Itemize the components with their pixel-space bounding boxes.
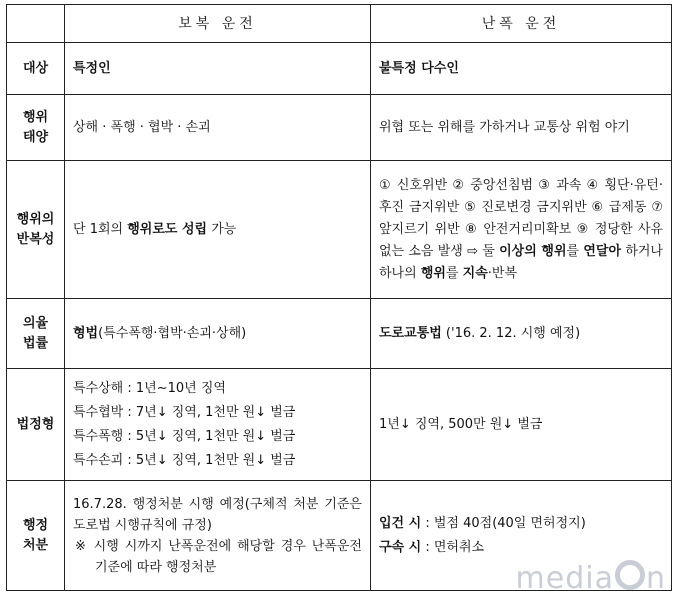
cell-law-reckless: 도로교통법 ('16. 2. 12. 시행 예정) (371, 299, 672, 369)
row-repeat (7, 161, 672, 299)
comparison-table (6, 4, 672, 591)
row-target (7, 43, 672, 95)
label-target: 대상 (7, 43, 65, 95)
label-repeat-line1: 행위의 (16, 211, 55, 227)
penalty-line: 특수협박 : 7년↓ 징역, 1천만 원↓ 벌금 (73, 404, 296, 420)
medion-watermark: media n (515, 561, 666, 596)
label-behavior-line2: 태양 (22, 129, 49, 145)
label-repeat-line2: 반복성 (16, 231, 55, 247)
header-corner (7, 5, 65, 43)
admin-main-text: 16.7.28. 행정처분 시행 예정(구체적 처분 기준은 도로법 시행규칙에 규정) (73, 496, 362, 533)
cell-repeat-reckless: ① 신호위반 ② 중앙선침범 ③ 과속 ④ 횡단·유턴·후진 금지위반 ⑤ 진로변경 금지위반 ⑥ 급제동 ⑦ 앞지르기 위반 ⑧ 안전거리미확보 ⑨ 정당한 사유 없는 소음 발생 ⇨ 둘 이상의 행위를 연달아 하거나 하나의 행위를 지속·반복 (371, 161, 672, 299)
label-admin-line2: 처분 (22, 537, 49, 553)
header-reckless-driving: 난폭 운전 (371, 5, 672, 43)
penalty-line: 특수상해 : 1년∼10년 징역 (73, 380, 226, 396)
header-retaliatory-driving: 보복 운전 (65, 5, 371, 43)
row-penalty (7, 369, 672, 481)
cell-penalty-reckless: 1년↓ 징역, 500만 원↓ 벌금 (371, 369, 672, 481)
cell-behavior-reckless: 위협 또는 위해를 가하거나 교통상 위험 야기 (371, 95, 672, 161)
label-admin-line1: 행정 (22, 517, 49, 533)
row-behavior (7, 95, 672, 161)
label-repeat (7, 161, 65, 299)
label-admin (7, 481, 65, 591)
cell-repeat-retaliatory: 단 1회의 행위로도 성립 가능 (65, 161, 371, 299)
header-row (7, 5, 672, 43)
cell-behavior-retaliatory: 상해 · 폭행 · 협박 · 손괴 (65, 95, 371, 161)
admin-line: 입건 시 : 벌점 40점(40일 면허정지) (379, 515, 586, 531)
label-penalty: 법정형 (7, 369, 65, 481)
cell-penalty-retaliatory (65, 369, 371, 481)
cell-target-retaliatory: 특정인 (65, 43, 371, 95)
watermark-ring-icon (615, 560, 645, 590)
label-law-line2: 법률 (22, 335, 49, 351)
label-law (7, 299, 65, 369)
label-behavior (7, 95, 65, 161)
penalty-line: 특수손괴 : 5년↓ 징역, 1천만 원↓ 벌금 (73, 452, 296, 468)
admin-line: 구속 시 : 면허취소 (379, 539, 485, 555)
penalty-line: 특수폭행 : 5년↓ 징역, 1천만 원↓ 벌금 (73, 428, 296, 444)
label-behavior-line1: 행위 (22, 109, 49, 125)
row-law (7, 299, 672, 369)
cell-law-retaliatory: 형법(특수폭행·협박·손괴·상해) (65, 299, 371, 369)
cell-target-reckless: 불특정 다수인 (371, 43, 672, 95)
cell-admin-retaliatory (65, 481, 371, 591)
label-law-line1: 의율 (22, 315, 49, 331)
admin-note: ※ 시행 시까지 난폭운전에 해당할 경우 난폭운전 기준에 따라 행정처분 (75, 538, 362, 575)
